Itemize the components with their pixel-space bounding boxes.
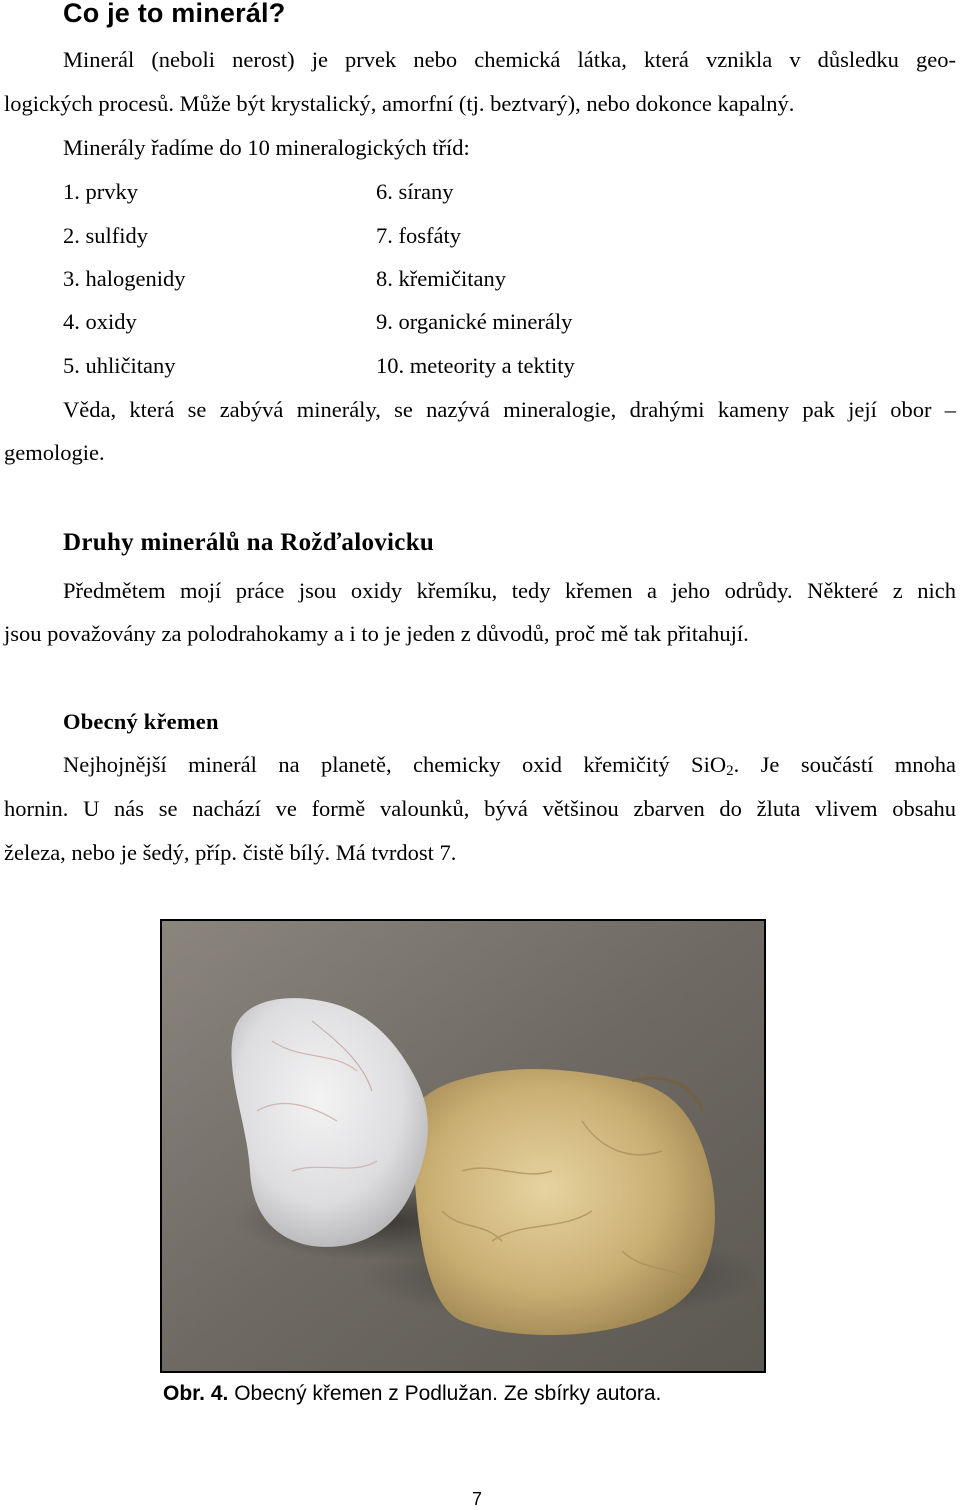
class-item: 7. fosfáty xyxy=(376,223,461,248)
page-title: Co je to minerál? xyxy=(63,0,286,28)
class-item: 1. prvky xyxy=(63,179,138,204)
intro-line-2: logických procesů. Může být krystalický, amorfní (tj. beztvarý), nebo dokonce kapalný. xyxy=(4,91,795,116)
figure-caption xyxy=(163,1382,661,1406)
class-item: 8. křemičitany xyxy=(376,266,506,291)
paragraph-line: hornin. U nás se nachází ve formě valounků, bývá většinou zbarven do žluta vlivem obsahu xyxy=(4,796,956,821)
paragraph-line: Předmětem mojí práce jsou oxidy křemíku, tedy křemen a jeho odrůdy. Některé z nich xyxy=(63,578,956,603)
page-number: 7 xyxy=(472,1489,483,1509)
paragraph-line: železa, nebo je šedý, příp. čistě bílý. Má tvrdost 7. xyxy=(4,840,457,865)
figure-label: Obr. 4. xyxy=(163,1382,229,1405)
class-item: 4. oxidy xyxy=(63,309,137,334)
class-item: 5. uhličitany xyxy=(63,353,176,378)
intro-line-3: Minerály řadíme do 10 mineralogických tříd: xyxy=(63,135,470,160)
quartz-pebbles-photo xyxy=(160,919,766,1373)
class-item: 3. halogenidy xyxy=(63,266,186,291)
intro-line-1: Minerál (neboli nerost) je prvek nebo chemická látka, která vznikla v důsledku geo- xyxy=(63,47,956,72)
class-item: 10. meteority a tektity xyxy=(376,353,575,378)
class-item: 9. organické minerály xyxy=(376,309,573,334)
paragraph-line: jsou považovány za polodrahokamy a i to je jeden z důvodů, proč mě tak přitahují. xyxy=(4,621,749,646)
figure-caption-text: Obecný křemen z Podlužan. Ze sbírky autora. xyxy=(228,1382,662,1405)
science-line-2: gemologie. xyxy=(4,440,105,465)
subsection-heading: Obecný křemen xyxy=(63,709,219,734)
section-heading: Druhy minerálů na Rožďalovicku xyxy=(63,529,435,556)
science-line-1: Věda, která se zabývá minerály, se nazývá mineralogie, drahými kameny pak její obor – xyxy=(63,397,956,422)
class-item: 2. sulfidy xyxy=(63,223,149,248)
paragraph-line: Nejhojnější minerál na planetě, chemicky oxid křemičitý SiO$_2$. Je součástí mnoha xyxy=(63,752,956,779)
class-item: 6. sírany xyxy=(376,179,454,204)
